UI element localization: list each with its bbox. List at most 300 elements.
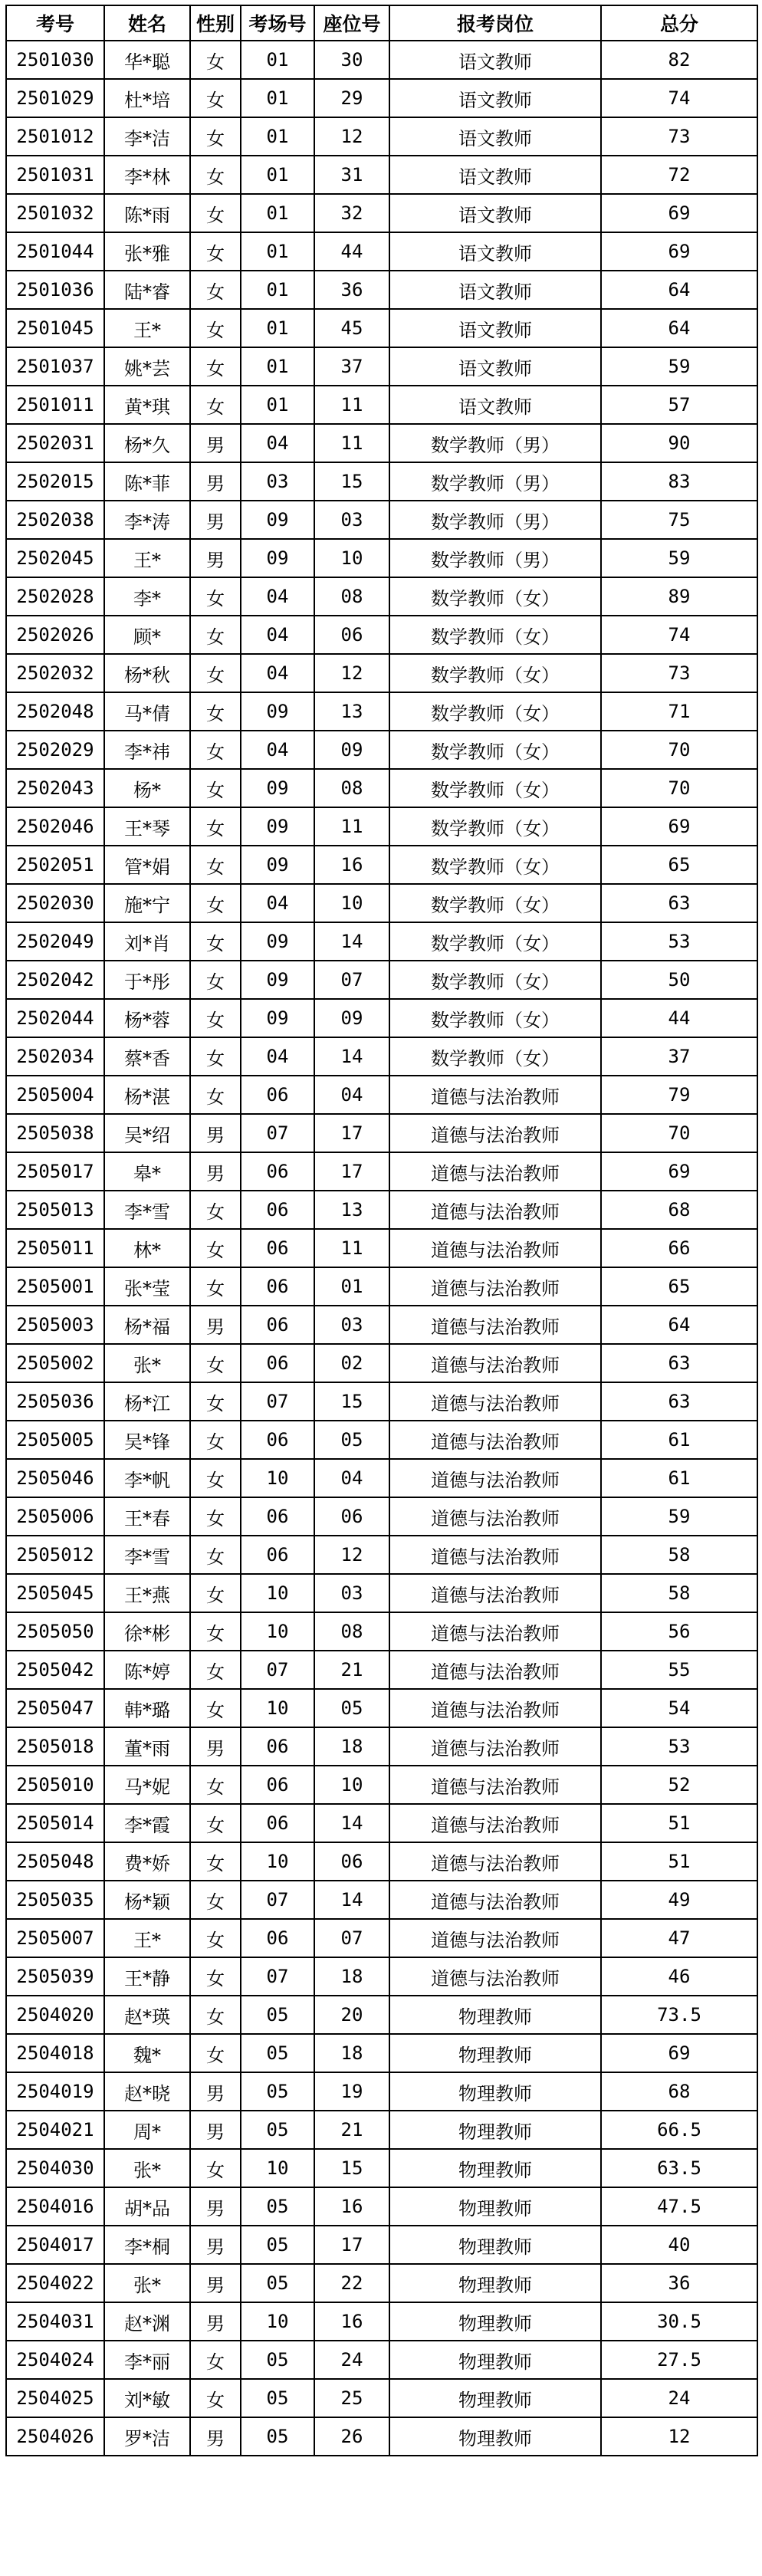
cell-total-score: 70 bbox=[601, 731, 757, 769]
cell-exam-id: 2505035 bbox=[6, 1881, 104, 1919]
cell-name: 皋* bbox=[104, 1152, 190, 1191]
cell-seat: 13 bbox=[314, 692, 389, 731]
cell-room: 10 bbox=[241, 1612, 314, 1651]
cell-seat: 17 bbox=[314, 1114, 389, 1152]
table-row bbox=[6, 577, 757, 616]
cell-name: 周* bbox=[104, 2111, 190, 2149]
cell-total-score: 69 bbox=[601, 807, 757, 846]
cell-name: 黄*琪 bbox=[104, 386, 190, 424]
cell-total-score: 89 bbox=[601, 577, 757, 616]
table-row bbox=[6, 2264, 757, 2302]
cell-seat: 11 bbox=[314, 807, 389, 846]
table-row bbox=[6, 1114, 757, 1152]
cell-total-score: 56 bbox=[601, 1612, 757, 1651]
table-row bbox=[6, 1919, 757, 1957]
cell-exam-id: 2505003 bbox=[6, 1306, 104, 1344]
cell-room: 05 bbox=[241, 1996, 314, 2034]
cell-name: 杨*秋 bbox=[104, 654, 190, 692]
cell-exam-id: 2504021 bbox=[6, 2111, 104, 2149]
cell-seat: 14 bbox=[314, 1881, 389, 1919]
cell-position: 数学教师（女） bbox=[389, 846, 601, 884]
cell-position: 数学教师（女） bbox=[389, 1037, 601, 1076]
cell-seat: 17 bbox=[314, 2226, 389, 2264]
cell-gender: 女 bbox=[190, 961, 241, 999]
table-row bbox=[6, 1382, 757, 1421]
cell-total-score: 83 bbox=[601, 462, 757, 501]
cell-name: 刘*敏 bbox=[104, 2379, 190, 2417]
cell-seat: 36 bbox=[314, 271, 389, 309]
cell-room: 01 bbox=[241, 309, 314, 347]
cell-seat: 14 bbox=[314, 1804, 389, 1842]
cell-name: 赵*渊 bbox=[104, 2302, 190, 2341]
cell-exam-id: 2502051 bbox=[6, 846, 104, 884]
cell-gender: 男 bbox=[190, 2187, 241, 2226]
cell-name: 蔡*香 bbox=[104, 1037, 190, 1076]
cell-position: 数学教师（女） bbox=[389, 884, 601, 922]
cell-seat: 13 bbox=[314, 1191, 389, 1229]
cell-room: 06 bbox=[241, 1727, 314, 1766]
cell-exam-id: 2504020 bbox=[6, 1996, 104, 2034]
cell-seat: 06 bbox=[314, 616, 389, 654]
cell-total-score: 57 bbox=[601, 386, 757, 424]
cell-room: 01 bbox=[241, 232, 314, 271]
cell-seat: 21 bbox=[314, 2111, 389, 2149]
cell-gender: 男 bbox=[190, 2111, 241, 2149]
cell-position: 道德与法治教师 bbox=[389, 1881, 601, 1919]
cell-position: 语文教师 bbox=[389, 41, 601, 79]
cell-name: 王* bbox=[104, 309, 190, 347]
cell-exam-id: 2504030 bbox=[6, 2149, 104, 2187]
cell-gender: 男 bbox=[190, 2226, 241, 2264]
cell-position: 物理教师 bbox=[389, 2264, 601, 2302]
table-row bbox=[6, 2187, 757, 2226]
cell-seat: 15 bbox=[314, 1382, 389, 1421]
cell-exam-id: 2501029 bbox=[6, 79, 104, 117]
cell-room: 06 bbox=[241, 1076, 314, 1114]
cell-total-score: 59 bbox=[601, 347, 757, 386]
cell-gender: 女 bbox=[190, 999, 241, 1037]
cell-exam-id: 2504025 bbox=[6, 2379, 104, 2417]
table-row bbox=[6, 309, 757, 347]
cell-gender: 女 bbox=[190, 194, 241, 232]
cell-room: 05 bbox=[241, 2034, 314, 2072]
cell-room: 05 bbox=[241, 2417, 314, 2456]
cell-total-score: 68 bbox=[601, 2072, 757, 2111]
cell-seat: 05 bbox=[314, 1421, 389, 1459]
cell-gender: 女 bbox=[190, 1612, 241, 1651]
cell-seat: 15 bbox=[314, 2149, 389, 2187]
cell-gender: 男 bbox=[190, 2417, 241, 2456]
cell-position: 数学教师（男） bbox=[389, 462, 601, 501]
cell-gender: 女 bbox=[190, 807, 241, 846]
cell-seat: 31 bbox=[314, 156, 389, 194]
cell-position: 数学教师（女） bbox=[389, 654, 601, 692]
cell-room: 01 bbox=[241, 79, 314, 117]
table-row bbox=[6, 2341, 757, 2379]
table-row bbox=[6, 2226, 757, 2264]
cell-name: 华*聪 bbox=[104, 41, 190, 79]
cell-gender: 女 bbox=[190, 1037, 241, 1076]
cell-position: 语文教师 bbox=[389, 194, 601, 232]
cell-position: 物理教师 bbox=[389, 2149, 601, 2187]
cell-total-score: 72 bbox=[601, 156, 757, 194]
cell-exam-id: 2502044 bbox=[6, 999, 104, 1037]
cell-gender: 女 bbox=[190, 577, 241, 616]
table-row bbox=[6, 462, 757, 501]
cell-room: 06 bbox=[241, 1421, 314, 1459]
cell-gender: 女 bbox=[190, 1957, 241, 1996]
cell-total-score: 69 bbox=[601, 194, 757, 232]
cell-total-score: 12 bbox=[601, 2417, 757, 2456]
cell-gender: 女 bbox=[190, 1229, 241, 1267]
cell-seat: 03 bbox=[314, 1574, 389, 1612]
cell-name: 杨*久 bbox=[104, 424, 190, 462]
cell-room: 05 bbox=[241, 2187, 314, 2226]
cell-name: 张* bbox=[104, 1344, 190, 1382]
table-row bbox=[6, 424, 757, 462]
table-row bbox=[6, 1344, 757, 1382]
cell-room: 09 bbox=[241, 501, 314, 539]
cell-position: 数学教师（女） bbox=[389, 692, 601, 731]
cell-exam-id: 2502049 bbox=[6, 922, 104, 961]
cell-seat: 12 bbox=[314, 1536, 389, 1574]
cell-total-score: 63 bbox=[601, 1382, 757, 1421]
table-row bbox=[6, 79, 757, 117]
cell-exam-id: 2501031 bbox=[6, 156, 104, 194]
cell-exam-id: 2502048 bbox=[6, 692, 104, 731]
cell-total-score: 46 bbox=[601, 1957, 757, 1996]
table-row bbox=[6, 1536, 757, 1574]
cell-position: 道德与法治教师 bbox=[389, 1612, 601, 1651]
header-gender: 性别 bbox=[190, 5, 241, 41]
cell-total-score: 47 bbox=[601, 1919, 757, 1957]
table-row bbox=[6, 922, 757, 961]
cell-gender: 女 bbox=[190, 2379, 241, 2417]
cell-room: 06 bbox=[241, 1919, 314, 1957]
cell-gender: 女 bbox=[190, 1651, 241, 1689]
cell-seat: 18 bbox=[314, 1727, 389, 1766]
cell-name: 于*彤 bbox=[104, 961, 190, 999]
cell-gender: 男 bbox=[190, 1152, 241, 1191]
cell-name: 杨*福 bbox=[104, 1306, 190, 1344]
cell-gender: 女 bbox=[190, 1842, 241, 1881]
cell-position: 数学教师（男） bbox=[389, 424, 601, 462]
cell-gender: 女 bbox=[190, 922, 241, 961]
table-row bbox=[6, 1612, 757, 1651]
cell-position: 语文教师 bbox=[389, 271, 601, 309]
cell-position: 语文教师 bbox=[389, 309, 601, 347]
cell-total-score: 70 bbox=[601, 769, 757, 807]
cell-seat: 14 bbox=[314, 1037, 389, 1076]
cell-total-score: 73.5 bbox=[601, 1996, 757, 2034]
cell-exam-id: 2501032 bbox=[6, 194, 104, 232]
cell-gender: 女 bbox=[190, 731, 241, 769]
cell-room: 01 bbox=[241, 194, 314, 232]
table-row bbox=[6, 1842, 757, 1881]
cell-exam-id: 2502026 bbox=[6, 616, 104, 654]
cell-seat: 16 bbox=[314, 2187, 389, 2226]
cell-name: 韩*璐 bbox=[104, 1689, 190, 1727]
cell-exam-id: 2502030 bbox=[6, 884, 104, 922]
cell-position: 物理教师 bbox=[389, 2302, 601, 2341]
cell-exam-id: 2504024 bbox=[6, 2341, 104, 2379]
cell-position: 道德与法治教师 bbox=[389, 1536, 601, 1574]
cell-name: 陆*睿 bbox=[104, 271, 190, 309]
cell-seat: 09 bbox=[314, 999, 389, 1037]
cell-name: 顾* bbox=[104, 616, 190, 654]
table-row bbox=[6, 769, 757, 807]
cell-name: 李*霞 bbox=[104, 1804, 190, 1842]
cell-total-score: 79 bbox=[601, 1076, 757, 1114]
cell-position: 物理教师 bbox=[389, 2034, 601, 2072]
cell-seat: 10 bbox=[314, 884, 389, 922]
table-row bbox=[6, 117, 757, 156]
cell-room: 01 bbox=[241, 156, 314, 194]
cell-gender: 男 bbox=[190, 424, 241, 462]
cell-total-score: 63 bbox=[601, 884, 757, 922]
cell-room: 09 bbox=[241, 961, 314, 999]
cell-exam-id: 2501037 bbox=[6, 347, 104, 386]
cell-name: 徐*彬 bbox=[104, 1612, 190, 1651]
cell-room: 04 bbox=[241, 731, 314, 769]
cell-total-score: 65 bbox=[601, 1267, 757, 1306]
cell-position: 物理教师 bbox=[389, 2226, 601, 2264]
table-row bbox=[6, 1651, 757, 1689]
cell-gender: 女 bbox=[190, 692, 241, 731]
cell-exam-id: 2501012 bbox=[6, 117, 104, 156]
cell-total-score: 64 bbox=[601, 1306, 757, 1344]
table-row bbox=[6, 1459, 757, 1497]
cell-exam-id: 2505042 bbox=[6, 1651, 104, 1689]
cell-room: 06 bbox=[241, 1229, 314, 1267]
cell-seat: 11 bbox=[314, 424, 389, 462]
cell-gender: 女 bbox=[190, 1459, 241, 1497]
cell-total-score: 69 bbox=[601, 1152, 757, 1191]
cell-total-score: 53 bbox=[601, 1727, 757, 1766]
cell-name: 李*雪 bbox=[104, 1191, 190, 1229]
cell-seat: 14 bbox=[314, 922, 389, 961]
cell-exam-id: 2504026 bbox=[6, 2417, 104, 2456]
cell-name: 李*帆 bbox=[104, 1459, 190, 1497]
cell-room: 04 bbox=[241, 577, 314, 616]
cell-position: 道德与法治教师 bbox=[389, 1766, 601, 1804]
cell-exam-id: 2505018 bbox=[6, 1727, 104, 1766]
cell-seat: 04 bbox=[314, 1459, 389, 1497]
cell-position: 道德与法治教师 bbox=[389, 1842, 601, 1881]
cell-position: 道德与法治教师 bbox=[389, 1459, 601, 1497]
cell-position: 道德与法治教师 bbox=[389, 1651, 601, 1689]
cell-total-score: 51 bbox=[601, 1842, 757, 1881]
cell-exam-id: 2502046 bbox=[6, 807, 104, 846]
cell-total-score: 58 bbox=[601, 1574, 757, 1612]
table-row bbox=[6, 1766, 757, 1804]
cell-gender: 男 bbox=[190, 2264, 241, 2302]
table-row bbox=[6, 156, 757, 194]
cell-exam-id: 2504016 bbox=[6, 2187, 104, 2226]
cell-total-score: 36 bbox=[601, 2264, 757, 2302]
cell-name: 李*祎 bbox=[104, 731, 190, 769]
header-room: 考场号 bbox=[241, 5, 314, 41]
cell-room: 06 bbox=[241, 1766, 314, 1804]
cell-exam-id: 2502028 bbox=[6, 577, 104, 616]
cell-room: 06 bbox=[241, 1344, 314, 1382]
cell-exam-id: 2505017 bbox=[6, 1152, 104, 1191]
cell-position: 道德与法治教师 bbox=[389, 1306, 601, 1344]
cell-exam-id: 2505046 bbox=[6, 1459, 104, 1497]
cell-name: 杨*蓉 bbox=[104, 999, 190, 1037]
cell-position: 数学教师（女） bbox=[389, 961, 601, 999]
cell-name: 王* bbox=[104, 539, 190, 577]
cell-exam-id: 2505038 bbox=[6, 1114, 104, 1152]
cell-exam-id: 2502045 bbox=[6, 539, 104, 577]
cell-position: 物理教师 bbox=[389, 2417, 601, 2456]
cell-position: 道德与法治教师 bbox=[389, 1727, 601, 1766]
table-row bbox=[6, 1076, 757, 1114]
cell-name: 杨*颖 bbox=[104, 1881, 190, 1919]
cell-seat: 19 bbox=[314, 2072, 389, 2111]
cell-total-score: 65 bbox=[601, 846, 757, 884]
cell-total-score: 82 bbox=[601, 41, 757, 79]
table-row bbox=[6, 1152, 757, 1191]
cell-total-score: 51 bbox=[601, 1804, 757, 1842]
table-row bbox=[6, 1229, 757, 1267]
cell-position: 道德与法治教师 bbox=[389, 1919, 601, 1957]
cell-room: 07 bbox=[241, 1114, 314, 1152]
cell-total-score: 64 bbox=[601, 309, 757, 347]
cell-name: 王*静 bbox=[104, 1957, 190, 1996]
cell-exam-id: 2502043 bbox=[6, 769, 104, 807]
table-row bbox=[6, 232, 757, 271]
cell-total-score: 37 bbox=[601, 1037, 757, 1076]
table-row bbox=[6, 501, 757, 539]
cell-position: 数学教师（女） bbox=[389, 731, 601, 769]
cell-gender: 女 bbox=[190, 616, 241, 654]
cell-total-score: 66 bbox=[601, 1229, 757, 1267]
cell-position: 物理教师 bbox=[389, 2187, 601, 2226]
cell-name: 王*春 bbox=[104, 1497, 190, 1536]
cell-name: 刘*肖 bbox=[104, 922, 190, 961]
table-row bbox=[6, 2149, 757, 2187]
cell-seat: 18 bbox=[314, 1957, 389, 1996]
cell-gender: 女 bbox=[190, 1421, 241, 1459]
header-name: 姓名 bbox=[104, 5, 190, 41]
cell-name: 费*娇 bbox=[104, 1842, 190, 1881]
cell-exam-id: 2501030 bbox=[6, 41, 104, 79]
cell-room: 07 bbox=[241, 1957, 314, 1996]
cell-seat: 11 bbox=[314, 1229, 389, 1267]
cell-seat: 18 bbox=[314, 2034, 389, 2072]
table-row bbox=[6, 1574, 757, 1612]
cell-seat: 02 bbox=[314, 1344, 389, 1382]
header-exam-id: 考号 bbox=[6, 5, 104, 41]
cell-seat: 08 bbox=[314, 769, 389, 807]
cell-exam-id: 2502015 bbox=[6, 462, 104, 501]
cell-name: 罗*洁 bbox=[104, 2417, 190, 2456]
cell-position: 物理教师 bbox=[389, 2341, 601, 2379]
cell-name: 胡*品 bbox=[104, 2187, 190, 2226]
cell-exam-id: 2505045 bbox=[6, 1574, 104, 1612]
cell-exam-id: 2504022 bbox=[6, 2264, 104, 2302]
cell-total-score: 61 bbox=[601, 1421, 757, 1459]
cell-gender: 女 bbox=[190, 2034, 241, 2072]
cell-name: 李*雪 bbox=[104, 1536, 190, 1574]
cell-gender: 女 bbox=[190, 271, 241, 309]
cell-room: 09 bbox=[241, 807, 314, 846]
table-row bbox=[6, 1689, 757, 1727]
table-row bbox=[6, 999, 757, 1037]
cell-name: 李* bbox=[104, 577, 190, 616]
cell-gender: 女 bbox=[190, 1497, 241, 1536]
table-row bbox=[6, 1191, 757, 1229]
cell-seat: 16 bbox=[314, 2302, 389, 2341]
cell-total-score: 90 bbox=[601, 424, 757, 462]
table-row bbox=[6, 1727, 757, 1766]
cell-total-score: 73 bbox=[601, 654, 757, 692]
table-row bbox=[6, 271, 757, 309]
cell-seat: 10 bbox=[314, 1766, 389, 1804]
cell-gender: 女 bbox=[190, 1076, 241, 1114]
cell-room: 06 bbox=[241, 1267, 314, 1306]
cell-gender: 女 bbox=[190, 2341, 241, 2379]
cell-gender: 男 bbox=[190, 539, 241, 577]
cell-room: 10 bbox=[241, 1574, 314, 1612]
cell-room: 04 bbox=[241, 616, 314, 654]
cell-name: 张*莹 bbox=[104, 1267, 190, 1306]
cell-gender: 男 bbox=[190, 1727, 241, 1766]
cell-position: 道德与法治教师 bbox=[389, 1689, 601, 1727]
cell-position: 语文教师 bbox=[389, 79, 601, 117]
cell-total-score: 71 bbox=[601, 692, 757, 731]
cell-total-score: 63.5 bbox=[601, 2149, 757, 2187]
cell-name: 李*桐 bbox=[104, 2226, 190, 2264]
cell-gender: 女 bbox=[190, 2149, 241, 2187]
cell-gender: 女 bbox=[190, 232, 241, 271]
cell-name: 杨*江 bbox=[104, 1382, 190, 1421]
cell-name: 张*雅 bbox=[104, 232, 190, 271]
cell-exam-id: 2501044 bbox=[6, 232, 104, 271]
cell-total-score: 27.5 bbox=[601, 2341, 757, 2379]
cell-name: 姚*芸 bbox=[104, 347, 190, 386]
cell-total-score: 53 bbox=[601, 922, 757, 961]
cell-room: 10 bbox=[241, 1459, 314, 1497]
cell-seat: 01 bbox=[314, 1267, 389, 1306]
cell-total-score: 70 bbox=[601, 1114, 757, 1152]
table-row bbox=[6, 1957, 757, 1996]
cell-total-score: 69 bbox=[601, 232, 757, 271]
cell-exam-id: 2502038 bbox=[6, 501, 104, 539]
cell-gender: 女 bbox=[190, 769, 241, 807]
cell-gender: 女 bbox=[190, 884, 241, 922]
cell-seat: 09 bbox=[314, 731, 389, 769]
cell-position: 道德与法治教师 bbox=[389, 1344, 601, 1382]
cell-position: 语文教师 bbox=[389, 386, 601, 424]
cell-gender: 女 bbox=[190, 1536, 241, 1574]
cell-exam-id: 2505013 bbox=[6, 1191, 104, 1229]
cell-room: 06 bbox=[241, 1306, 314, 1344]
cell-total-score: 59 bbox=[601, 539, 757, 577]
cell-name: 管*娟 bbox=[104, 846, 190, 884]
table-row bbox=[6, 2072, 757, 2111]
cell-name: 杨*湛 bbox=[104, 1076, 190, 1114]
table-row bbox=[6, 692, 757, 731]
cell-room: 05 bbox=[241, 2226, 314, 2264]
table-row bbox=[6, 1497, 757, 1536]
cell-seat: 07 bbox=[314, 1919, 389, 1957]
cell-name: 李*涛 bbox=[104, 501, 190, 539]
cell-total-score: 74 bbox=[601, 79, 757, 117]
cell-gender: 女 bbox=[190, 1382, 241, 1421]
table-row bbox=[6, 731, 757, 769]
